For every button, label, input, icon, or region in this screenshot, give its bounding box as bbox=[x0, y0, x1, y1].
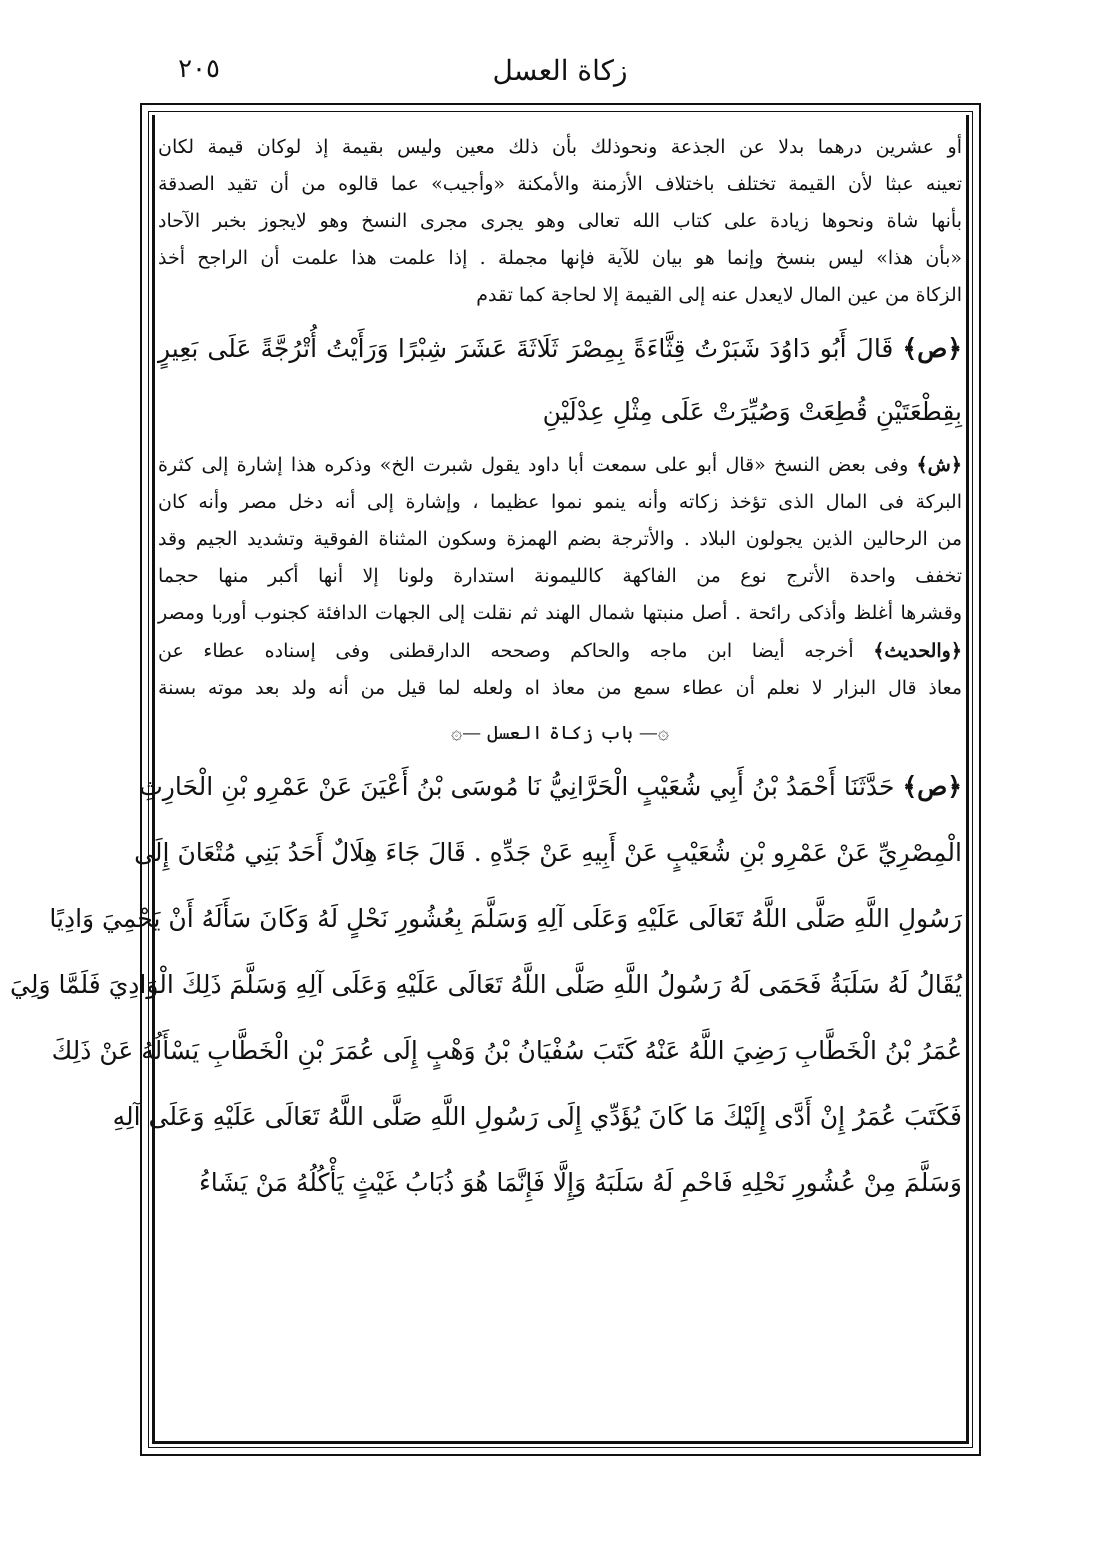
text-line-4: «بأن هذا» ليس بنسخ وإنما هو بيان للآية فإنها مجملة . إذا علمت هذا علمت أن الراجح أخذ bbox=[158, 247, 962, 269]
hadith-text: أخرجه أيضا ابن ماجه والحاكم وصححه الدارقطنى وفى إسناده عطاء عن bbox=[158, 640, 854, 662]
page-body bbox=[9, 122, 963, 1422]
sharh-line-5: وقشرها أغلظ وأذكى رائحة . أصل منبتها شمال الهند ثم نقلت إلى الجهات الدافئة كجنوب أوربا ومصر bbox=[158, 602, 962, 624]
matn2-line-2: الْمِصْرِيِّ عَنْ عَمْرِو بْنِ شُعَيْبٍ عَنْ أَبِيهِ عَنْ جَدِّهِ . قَالَ جَاءَ هِلَالٌ أَحَدُ بَنِي مُتْعَانَ إِلَى bbox=[134, 838, 962, 867]
sharh-line-1 bbox=[158, 454, 962, 476]
text-line-2: تعينه عبثا لأن القيمة تختلف باختلاف الأزمنة والأمكنة «وأجيب» عما قالوه من أن تقيد الصدقة bbox=[158, 173, 962, 195]
frame-bar-bottom bbox=[152, 1441, 969, 1444]
matn2-line-7: وَسَلَّمَ مِنْ عُشُورِ نَحْلِهِ فَاحْمِ لَهُ سَلَبَهُ وَإِلَّا فَإِنَّمَا هُوَ ذُبَابُ غَيْثٍ يَأْكُلُهُ مَنْ يَشَاءُ bbox=[198, 1168, 962, 1197]
text-line-1: أو عشرين درهما بدلا عن الجذعة ونحوذلك بأن ذلك معين وليس بقيمة إذ لوكان قيمة لكان bbox=[158, 136, 962, 158]
chapter-heading bbox=[158, 722, 962, 744]
page-header bbox=[140, 50, 980, 102]
matn2-line-6: فَكَتَبَ عُمَرُ إِنْ أَدَّى إِلَيْكَ مَا كَانَ يُؤَدِّي إِلَى رَسُولِ اللَّهِ صَلَّى اللَّهُ تَعَالَى عَلَيْهِ وَعَلَى آلِهِ bbox=[112, 1102, 962, 1131]
matn2-line-1 bbox=[139, 772, 962, 801]
sharh-line-4: تخفف واحدة الأترج نوع من الفاكهة كالليمونة استدارة ولونا إلا أنها أكبر منها حجما bbox=[158, 565, 963, 587]
chapter-title: باب زكاة العسل bbox=[487, 722, 633, 744]
frame-bar-right bbox=[966, 115, 969, 1444]
sharh-marker: ﴿ش﴾ bbox=[916, 454, 962, 476]
page-number: ٢٠٥ bbox=[178, 54, 220, 84]
hadith-marker: ﴿والحديث﴾ bbox=[873, 640, 962, 662]
sad2-marker: ﴿ص﴾ bbox=[902, 772, 962, 801]
ornament-left: —۞ bbox=[450, 722, 482, 744]
sad-marker: ﴿ص﴾ bbox=[902, 334, 962, 363]
matn-text: قَالَ أَبُو دَاوُدَ شَبَرْتُ قِثَّاءَةً بِمِصْرَ ثَلَاثَةَ عَشَرَ شِبْرًا وَرَأَيْتُ أُتْرُجَّةً عَلَى بَعِيرٍ bbox=[158, 334, 894, 363]
matn2-line-5: عُمَرُ بْنُ الْخَطَّابِ رَضِيَ اللَّهُ عَنْهُ كَتَبَ سُفْيَانُ بْنُ وَهْبٍ إِلَى عُمَرَ بْنِ الْخَطَّابِ يَسْأَلُهُ عَنْ ذَلِكَ bbox=[51, 1036, 962, 1065]
running-title: زكاة العسل bbox=[492, 54, 628, 87]
ornament-right: ۞— bbox=[638, 722, 670, 744]
text-line-3: بأنها شاة ونحوها زيادة على كتاب الله تعالى وهو يجرى مجرى النسخ وهو لايجوز بخبر الآحاد bbox=[158, 210, 962, 232]
sharh-line-3: من الرحالين الذين يجولون البلاد . والأترجة بضم الهمزة وسكون المثناة الفوقية وتشديد الجيم وقد bbox=[158, 528, 962, 550]
matn2-line-4: يُقَالُ لَهُ سَلَبَةُ فَحَمَى لَهُ رَسُولُ اللَّهِ صَلَّى اللَّهُ تَعَالَى عَلَيْهِ وَعَلَى آلِهِ وَسَلَّمَ ذَلِكَ الْوَادِيَ فَلَمَّا وَلِيَ bbox=[9, 970, 962, 999]
matn2-line-3: رَسُولِ اللَّهِ صَلَّى اللَّهُ تَعَالَى عَلَيْهِ وَعَلَى آلِهِ وَسَلَّمَ بِعُشُورِ نَحْلٍ لَهُ وَكَانَ سَأَلَهُ أَنْ يَحْمِيَ وَادِيًا bbox=[49, 904, 962, 933]
matn2-text: حَدَّثَنَا أَحْمَدُ بْنُ أَبِي شُعَيْبٍ الْحَرَّانِيُّ نَا مُوسَى بْنُ أَعْيَنَ عَنْ عَمْرِو بْنِ الْحَارِثِ bbox=[139, 772, 895, 801]
sharh-line-2: البركة فى المال الذى تؤخذ زكاته وأنه ينمو نموا عظيما ، وإشارة إلى أنه دخل مصر وأنه كان bbox=[158, 491, 962, 513]
hadith-line-2: معاذ قال البزار لا نعلم أن عطاء سمع من معاذ اه ولعله لما قيل من أنه ولد بعد موته بسنة bbox=[158, 677, 962, 699]
matn-line-2: بِقِطْعَتَيْنِ قُطِعَتْ وَصُيِّرَتْ عَلَى مِثْلِ عِدْلَيْنِ bbox=[542, 397, 962, 426]
matn-line-1 bbox=[158, 334, 962, 363]
sharh-text: وفى بعض النسخ «قال أبو على سمعت أبا داود يقول شبرت الخ» وذكره هذا إشارة إلى كثرة bbox=[158, 454, 909, 476]
hadith-line-1 bbox=[158, 640, 962, 662]
text-line-5: الزكاة من عين المال لايعدل عنه إلى القيمة إلا لحاجة كما تقدم bbox=[476, 284, 962, 306]
